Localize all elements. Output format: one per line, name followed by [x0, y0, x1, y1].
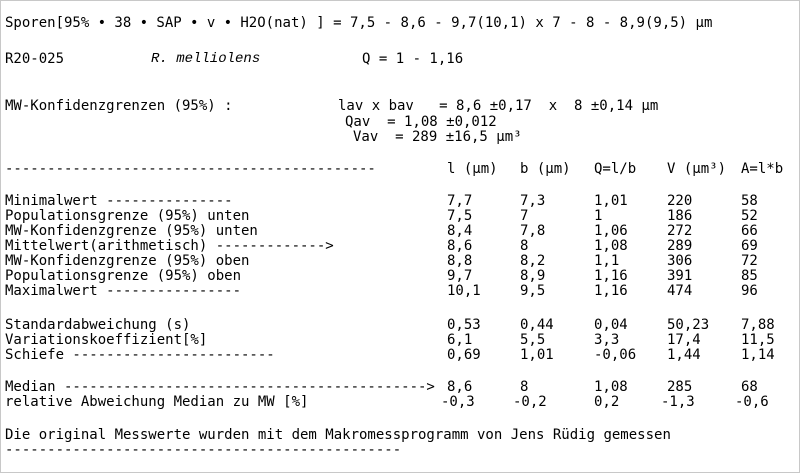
table-cell: 1,08 — [594, 379, 628, 395]
table-cell: 1,01 — [520, 347, 554, 363]
table-cell: 7,7 — [447, 193, 473, 209]
col-header-a: A=l*b — [741, 161, 784, 177]
table-row-label: Populationsgrenze (95%) oben — [5, 268, 242, 284]
table-cell: 66 — [741, 223, 758, 239]
col-header-v: V (µm³) — [667, 161, 727, 177]
table-cell: 220 — [667, 193, 693, 209]
table-row-label: Standardabweichung (s) — [5, 317, 191, 333]
table-cell: 58 — [741, 193, 758, 209]
table-row-label: Variationskoeffizient[%] — [5, 332, 208, 348]
table-row-label: relative Abweichung Median zu MW [%] — [5, 394, 309, 410]
table-cell: 0,04 — [594, 317, 628, 333]
footer-note: Die original Messwerte wurden mit dem Makromessprogramm von Jens Rüdig gemessen — [5, 427, 671, 443]
table-row-label: MW-Konfidenzgrenze (95%) unten — [5, 223, 258, 239]
table-cell: 306 — [667, 253, 693, 269]
table-cell: 9,5 — [520, 283, 546, 299]
spore-measurement-range: H2O(nat) ] = 7,5 - 8,6 - 9,7(10,1) x 7 - 8 - 8,9(9,5) µm — [231, 15, 713, 31]
footer-separator: ----------------------------------------------- — [5, 442, 402, 458]
table-row-label: Mittelwert(arithmetisch) -------------> — [5, 238, 334, 254]
table-cell: 6,1 — [447, 332, 473, 348]
table-cell: 186 — [667, 208, 693, 224]
q-range: Q = 1 - 1,16 — [362, 51, 464, 67]
table-cell: 1,16 — [594, 268, 628, 284]
table-cell: 1,06 — [594, 223, 628, 239]
table-cell: 8,6 — [447, 238, 473, 254]
table-row-label: Populationsgrenze (95%) unten — [5, 208, 250, 224]
table-row-label: Schiefe ------------------------ — [5, 347, 275, 363]
spore-count: 38 — [105, 15, 140, 31]
table-cell: -0,3 — [441, 394, 475, 410]
table-cell: 1,1 — [594, 253, 620, 269]
table-cell: 72 — [741, 253, 758, 269]
table-cell: 50,23 — [667, 317, 710, 333]
table-cell: -0,06 — [594, 347, 637, 363]
table-cell: 1,08 — [594, 238, 628, 254]
table-cell: 1,44 — [667, 347, 701, 363]
table-cell: 7,88 — [741, 317, 775, 333]
table-header-separator: -------------------------------------------- — [5, 161, 376, 177]
table-cell: 272 — [667, 223, 693, 239]
table-cell: 1 — [594, 208, 603, 224]
table-cell: 68 — [741, 379, 758, 395]
col-header-l: l (µm) — [447, 161, 498, 177]
table-cell: 474 — [667, 283, 693, 299]
confidence-vav: Vav = 289 ±16,5 µm³ — [353, 129, 522, 145]
table-cell: 85 — [741, 268, 758, 284]
table-cell: 8 — [520, 379, 529, 395]
table-cell: 8,2 — [520, 253, 546, 269]
spore-reagent-sap: SAP — [147, 15, 191, 31]
spore-title-prefix: Sporen[95% — [5, 15, 98, 31]
table-cell: 391 — [667, 268, 693, 284]
table-cell: 1,01 — [594, 193, 628, 209]
confidence-qav: Qav = 1,08 ±0,012 — [345, 114, 497, 130]
table-cell: 52 — [741, 208, 758, 224]
table-cell: 7,5 — [447, 208, 473, 224]
table-row-label: Maximalwert ---------------- — [5, 283, 242, 299]
table-cell: 8,6 — [447, 379, 473, 395]
table-cell: 11,5 — [741, 332, 775, 348]
table-cell: 7,8 — [520, 223, 546, 239]
col-header-q: Q=l/b — [594, 161, 637, 177]
table-cell: -0,6 — [735, 394, 769, 410]
table-cell: 17,4 — [667, 332, 701, 348]
table-cell: 10,1 — [447, 283, 481, 299]
table-cell: 1,14 — [741, 347, 775, 363]
table-cell: 285 — [667, 379, 693, 395]
spore-reagent-v: v — [198, 15, 224, 31]
table-row-label: Minimalwert --------------- — [5, 193, 233, 209]
table-cell: -0,2 — [513, 394, 547, 410]
table-cell: 0,2 — [594, 394, 620, 410]
confidence-label: MW-Konfidenzgrenzen (95%) : — [5, 98, 233, 114]
col-header-b: b (µm) — [520, 161, 571, 177]
table-cell: 8,8 — [447, 253, 473, 269]
table-cell: 289 — [667, 238, 693, 254]
spore-summary-line — [5, 15, 712, 31]
table-cell: 0,69 — [447, 347, 481, 363]
bullet-separator: • — [97, 15, 106, 31]
table-cell: 8,4 — [447, 223, 473, 239]
confidence-lav-bav: lav x bav = 8,6 ±0,17 x 8 ±0,14 µm — [338, 98, 659, 114]
table-cell: 9,7 — [447, 268, 473, 284]
table-cell: 3,3 — [594, 332, 620, 348]
table-cell: 7 — [520, 208, 529, 224]
table-cell: 0,44 — [520, 317, 554, 333]
sample-id: R20-025 — [5, 51, 65, 67]
table-cell: 0,53 — [447, 317, 481, 333]
bullet-separator: • — [190, 15, 199, 31]
table-cell: 5,5 — [520, 332, 546, 348]
table-cell: 1,16 — [594, 283, 628, 299]
table-cell: 96 — [741, 283, 758, 299]
table-cell: 8,9 — [520, 268, 546, 284]
bullet-separator: • — [223, 15, 232, 31]
table-cell: 8 — [520, 238, 529, 254]
table-row-label: MW-Konfidenzgrenze (95%) oben — [5, 253, 250, 269]
table-cell: -1,3 — [661, 394, 695, 410]
table-row-label: Median -------------------------------------------> — [5, 379, 435, 395]
table-cell: 69 — [741, 238, 758, 254]
species-name: R. melliolens — [151, 51, 261, 67]
table-cell: 7,3 — [520, 193, 546, 209]
bullet-separator: • — [139, 15, 148, 31]
